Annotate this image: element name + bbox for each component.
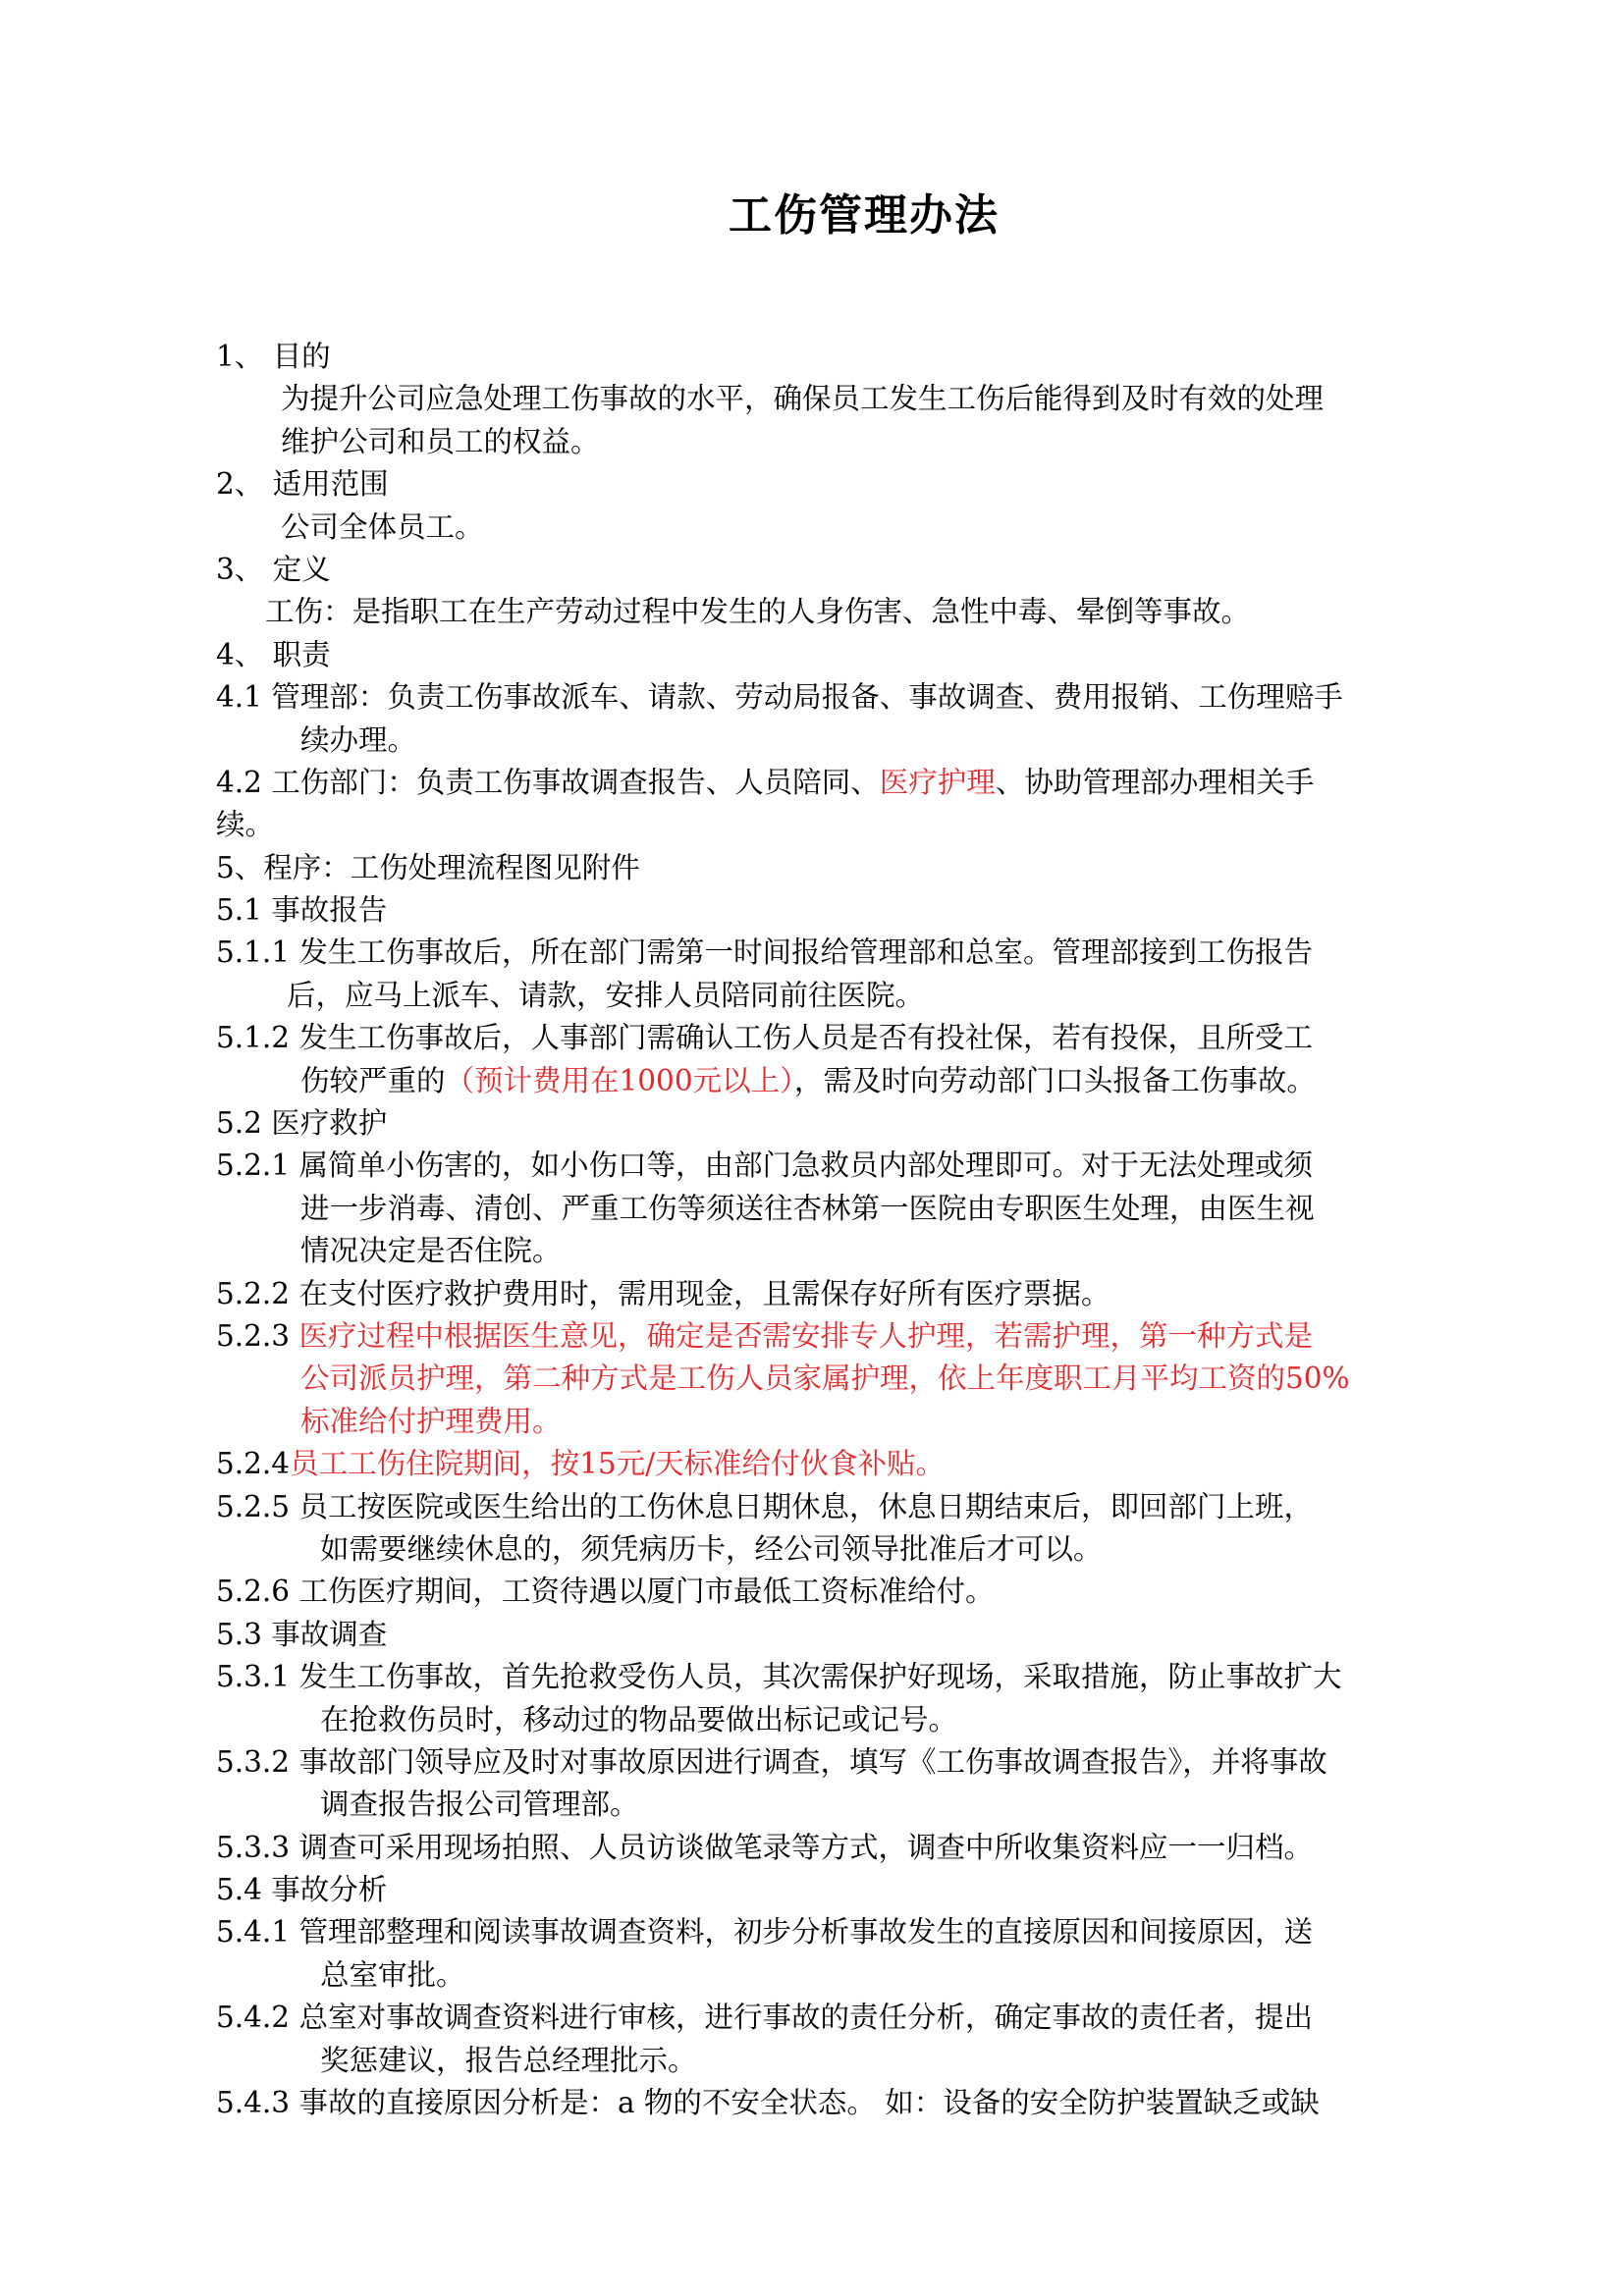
- text-line: [216, 1315, 1463, 1358]
- text-line: [216, 1401, 1463, 1443]
- text-segment: 4.1 管理部：负责工伤事故派车、请款、劳动局报备、事故调查、费用报销、工伤理赔手: [216, 680, 1343, 715]
- highlighted-text: 医疗护理: [879, 765, 996, 799]
- text-line: [216, 720, 1463, 762]
- text-line: [216, 804, 1463, 846]
- text-line: [216, 463, 1463, 506]
- text-segment: 5.1.2 发生工伤事故后，人事部门需确认工伤人员是否有投社保，若有投保，且所受工: [216, 1021, 1313, 1055]
- text-segment: 5.3.1 发生工伤事故，首先抢救受伤人员，其次需保护好现场，采取措施，防止事故扩大: [216, 1660, 1342, 1694]
- text-segment: 5.2 医疗救护: [216, 1106, 388, 1141]
- text-line: [216, 1741, 1463, 1784]
- text-line: [216, 762, 1463, 804]
- text-segment: 在抢救伤员时，移动过的物品要做出标记或记号。: [320, 1702, 958, 1736]
- text-line: [216, 1060, 1463, 1102]
- text-line: [216, 1656, 1463, 1698]
- text-segment: 5、程序：工伤处理流程图见附件: [216, 850, 640, 884]
- text-line: [216, 549, 1463, 591]
- text-line: [216, 1017, 1463, 1059]
- text-segment: 进一步消毒、清创、严重工伤等须送往杏林第一医院由专职医生处理，由医生视: [300, 1191, 1315, 1225]
- text-line: [216, 1273, 1463, 1315]
- text-line: [216, 1145, 1463, 1187]
- text-segment: 公司全体员工。: [281, 509, 484, 544]
- text-line: [216, 1784, 1463, 1826]
- text-line: [216, 1614, 1463, 1656]
- text-line: [216, 2040, 1463, 2082]
- text-segment: 5.2.6 工伤医疗期间，工资待遇以厦门市最低工资标准给付。: [216, 1575, 995, 1609]
- text-line: [216, 1997, 1463, 2039]
- text-segment: 维护公司和员工的权益。: [281, 424, 600, 458]
- text-segment: 续办理。: [300, 722, 417, 757]
- text-segment: 5.4.2 总室对事故调查资料进行审核，进行事故的责任分析，确定事故的责任者，提出: [216, 2001, 1313, 2035]
- text-line: [216, 1571, 1463, 1613]
- text-segment: 后，应马上派车、请款，安排人员陪同前往医院。: [287, 978, 925, 1012]
- text-line: [216, 1869, 1463, 1911]
- text-line: [216, 1486, 1463, 1528]
- text-segment: 5.1.1 发生工伤事故后，所在部门需第一时间报给管理部和总室。管理部接到工伤报告: [216, 935, 1313, 970]
- text-segment: 5.2.1 属简单小伤害的，如小伤口等，由部门急救员内部处理即可。对于无法处理或须: [216, 1148, 1313, 1183]
- text-line: [216, 1102, 1463, 1145]
- text-line: [216, 1528, 1463, 1571]
- text-segment: 5.2.3: [216, 1318, 299, 1353]
- text-segment: 5.4 事故分析: [216, 1873, 388, 1907]
- highlighted-text: 医疗过程中根据医生意见，确定是否需安排专人护理，若需护理，第一种方式是: [298, 1318, 1313, 1353]
- text-line: [216, 1358, 1463, 1400]
- text-segment: 5.3.3 调查可采用现场拍照、人员访谈做笔录等方式，调查中所收集资料应一一归档。: [216, 1830, 1313, 1864]
- text-line: [216, 1699, 1463, 1741]
- text-line: [216, 507, 1463, 549]
- text-segment: 5.2.5 员工按医院或医生给出的工伤休息日期休息，休息日期结束后，即回部门上班，: [216, 1489, 1313, 1523]
- text-line: [216, 421, 1463, 463]
- text-line: [216, 336, 1463, 378]
- text-segment: 1、 目的: [216, 340, 331, 373]
- text-segment: 5.2.2 在支付医疗救护费用时，需用现金，且需保存好所有医疗票据。: [216, 1276, 1110, 1310]
- text-segment: 5.2.4: [216, 1447, 291, 1481]
- text-line: [216, 847, 1463, 889]
- text-line: [216, 1911, 1463, 1953]
- document-title: 工伤管理办法: [729, 190, 1000, 240]
- text-segment: 5.4.1 管理部整理和阅读事故调查资料，初步分析事故发生的直接原因和间接原因，送: [216, 1915, 1313, 1949]
- text-line: [216, 1954, 1463, 1997]
- text-segment: 情况决定是否住院。: [300, 1234, 562, 1268]
- text-line: [216, 1827, 1463, 1869]
- text-segment: 为提升公司应急处理工伤事故的水平，确保员工发生工伤后能得到及时有效的处理: [281, 382, 1325, 416]
- text-line: [216, 591, 1463, 633]
- text-line: [216, 889, 1463, 932]
- text-line: [216, 1230, 1463, 1272]
- text-segment: 调查报告报公司管理部。: [320, 1788, 639, 1822]
- text-line: [216, 1188, 1463, 1230]
- text-segment: 奖惩建议，报告总经理批示。: [320, 2043, 697, 2077]
- text-line: [216, 975, 1463, 1017]
- text-line: [216, 932, 1463, 974]
- text-segment: 4.2 工伤部门：负责工伤事故调查报告、人员陪同、: [216, 765, 880, 799]
- highlighted-text: 公司派员护理，第二种方式是工伤人员家属护理，依上年度职工月平均工资的50%: [300, 1362, 1350, 1396]
- text-line: [216, 634, 1463, 676]
- text-line: [216, 676, 1463, 719]
- highlighted-text: （预计费用在1000元以上）: [445, 1063, 794, 1097]
- text-segment: 5.3 事故调查: [216, 1617, 388, 1651]
- text-segment: 续。: [216, 808, 275, 842]
- document-body: [216, 336, 1463, 2124]
- text-segment: 5.1 事故报告: [216, 893, 388, 928]
- text-segment: 如需要继续休息的，须凭病历卡，经公司领导批准后才可以。: [320, 1531, 1103, 1566]
- text-line: [216, 378, 1463, 420]
- text-line: [216, 2082, 1463, 2124]
- text-segment: ，需及时向劳动部门口头报备工伤事故。: [793, 1063, 1316, 1097]
- text-segment: 3、 定义: [216, 552, 331, 586]
- text-segment: 伤较严重的: [300, 1063, 446, 1097]
- highlighted-text: 员工工伤住院期间，按15元/天标准给付伙食补贴。: [290, 1447, 946, 1481]
- text-segment: 、协助管理部办理相关手: [995, 765, 1315, 799]
- text-segment: 5.4.3 事故的直接原因分析是：a 物的不安全状态。 如：设备的安全防护装置缺乏或缺: [216, 2086, 1320, 2120]
- text-segment: 2、 适用范围: [216, 467, 389, 502]
- highlighted-text: 标准给付护理费用。: [300, 1404, 562, 1438]
- text-line: [216, 1443, 1463, 1485]
- text-segment: 工伤：是指职工在生产劳动过程中发生的人身伤害、急性中毒、晕倒等事故。: [265, 595, 1251, 629]
- text-segment: 4、 职责: [216, 637, 331, 671]
- text-segment: 总室审批。: [320, 1957, 465, 1992]
- text-segment: 5.3.2 事故部门领导应及时对事故原因进行调查，填写《工伤事故调查报告》，并将事故: [216, 1744, 1327, 1779]
